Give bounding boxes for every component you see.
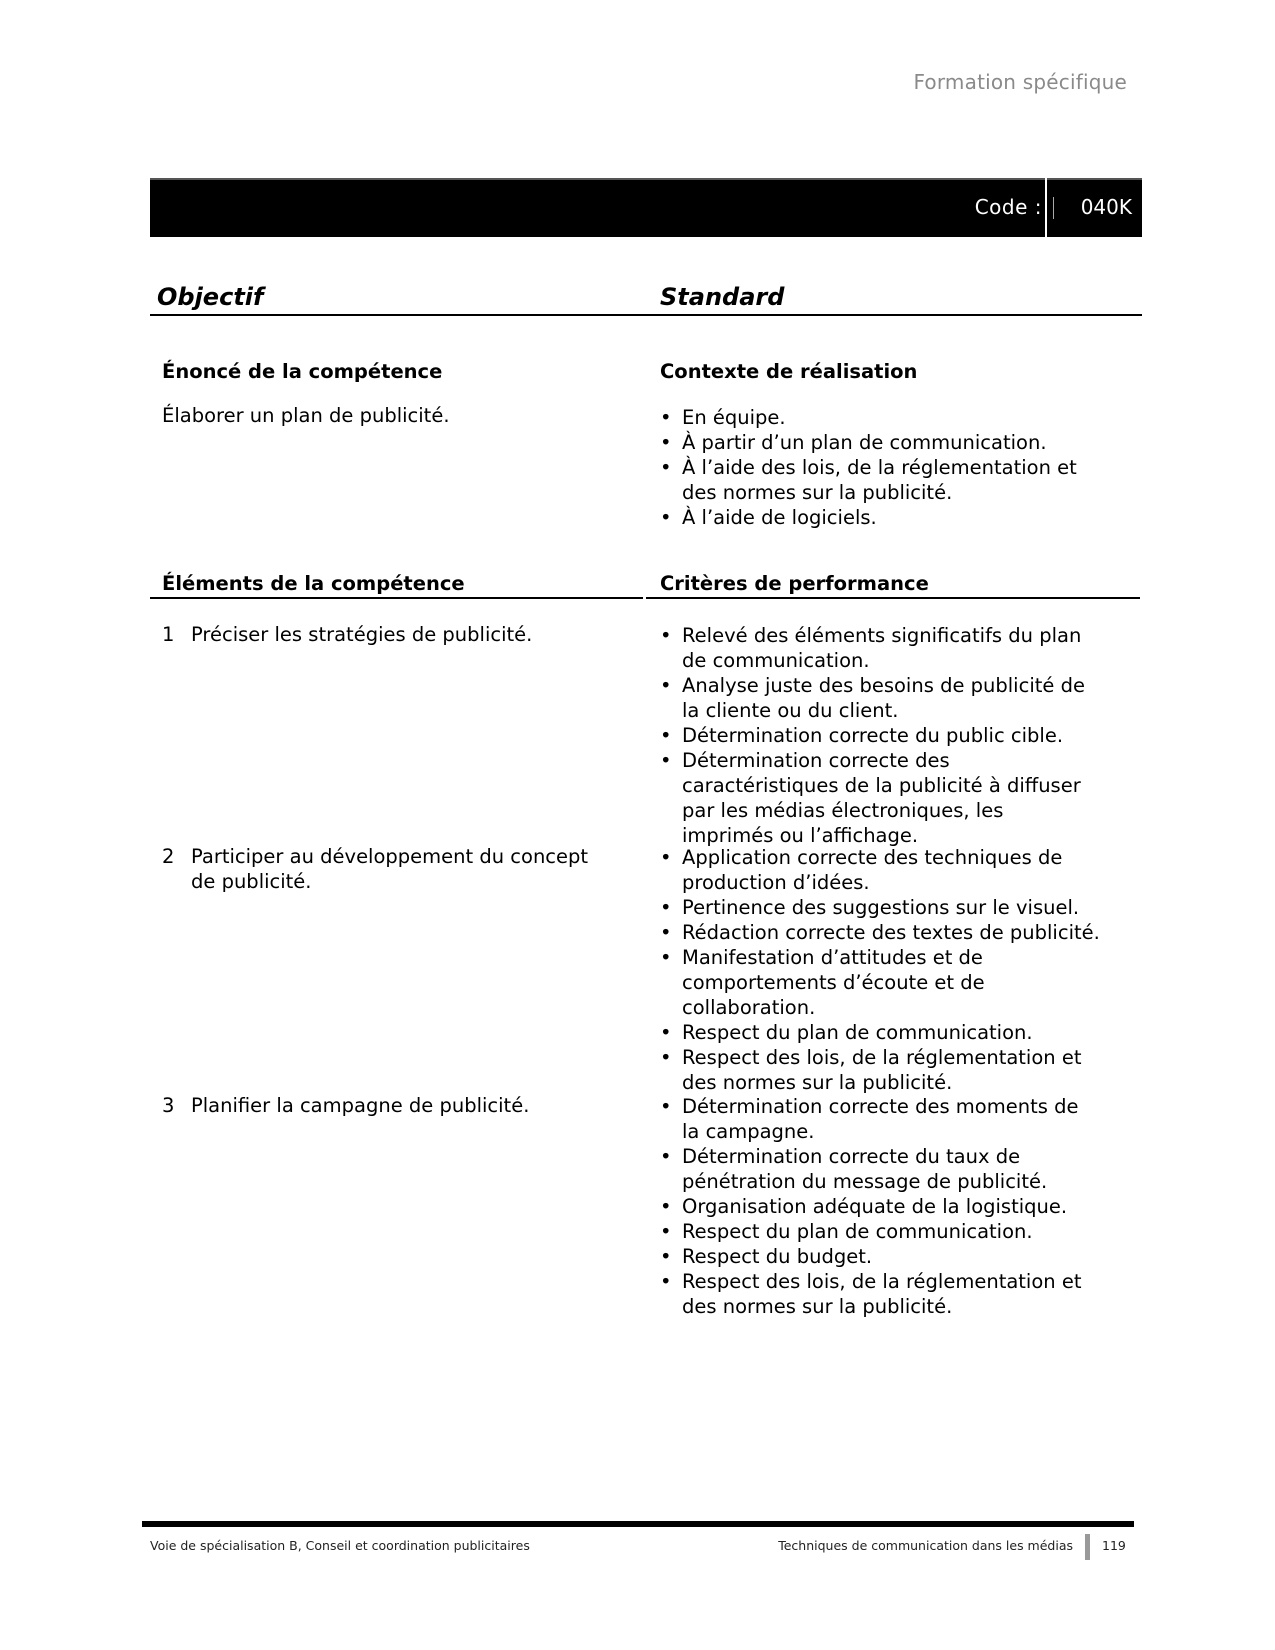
element-number: 1 [162, 623, 175, 646]
criterion: • Respect des lois, de la réglementation et des normes sur la publicité. [660, 1269, 1100, 1319]
footer-right-text: Techniques de communication dans les médias [778, 1538, 1073, 1553]
code-label: Code : [974, 195, 1042, 219]
context-item: • À partir d’un plan de communication. [660, 430, 1100, 455]
element-text: Planifier la campagne de publicité. [191, 1094, 530, 1117]
criteria-list-1 [660, 623, 1100, 848]
criterion: • Pertinence des suggestions sur le visuel. [660, 895, 1100, 920]
criteria-rule [646, 597, 1140, 599]
competence-statement: Élaborer un plan de publicité. [162, 404, 450, 427]
objectif-heading: Objectif [157, 283, 264, 311]
code-separator [1053, 197, 1054, 219]
heading-rule [150, 314, 1142, 316]
criterion: • Organisation adéquate de la logistique. [660, 1194, 1100, 1219]
criterion: • Application correcte des techniques de production d’idées. [660, 845, 1100, 895]
element-number: 2 [162, 845, 175, 868]
banner-divider [1045, 178, 1047, 237]
elements-heading: Éléments de la compétence [162, 572, 465, 595]
element-2 [162, 844, 612, 894]
elements-rule [150, 597, 643, 599]
criterion: • Manifestation d’attitudes et de comportements d’écoute et de collaboration. [660, 945, 1100, 1020]
criterion: • Relevé des éléments significatifs du plan de communication. [660, 623, 1100, 673]
context-item: • À l’aide de logiciels. [660, 505, 1100, 530]
criterion: • Détermination correcte du taux de pénétration du message de publicité. [660, 1144, 1100, 1194]
footer-separator-bar [1085, 1534, 1090, 1560]
page-number: 119 [1102, 1538, 1126, 1553]
context-list [660, 405, 1100, 530]
context-item: • En équipe. [660, 405, 1100, 430]
criterion: • Respect du budget. [660, 1244, 1100, 1269]
criterion: • Respect du plan de communication. [660, 1020, 1100, 1045]
footer-rule [142, 1521, 1134, 1527]
criterion: • Respect du plan de communication. [660, 1219, 1100, 1244]
criteria-list-3 [660, 1094, 1100, 1319]
element-number: 3 [162, 1094, 175, 1117]
code-value: 040K [1080, 195, 1132, 219]
element-text: Préciser les stratégies de publicité. [191, 623, 533, 646]
context-item: • À l’aide des lois, de la réglementation et des normes sur la publicité. [660, 455, 1100, 505]
criterion: • Respect des lois, de la réglementation et des normes sur la publicité. [660, 1045, 1100, 1095]
element-3 [162, 1093, 612, 1118]
element-1 [162, 622, 612, 647]
criteria-heading: Critères de performance [660, 572, 929, 595]
criterion: • Détermination correcte des moments de la campagne. [660, 1094, 1100, 1144]
criterion: • Détermination correcte des caractéristiques de la publicité à diffuser par les médias électroniques, les imprimés ou l’affichage. [660, 748, 1100, 848]
standard-heading: Standard [660, 283, 785, 311]
contexte-heading: Contexte de réalisation [660, 360, 918, 383]
running-head: Formation spécifique [913, 70, 1127, 94]
criterion: • Rédaction correcte des textes de publicité. [660, 920, 1100, 945]
footer-left-text: Voie de spécialisation B, Conseil et coordination publicitaires [150, 1538, 530, 1553]
element-text: Participer au développement du concept de publicité. [191, 845, 589, 893]
criterion: • Analyse juste des besoins de publicité de la cliente ou du client. [660, 673, 1100, 723]
criterion: • Détermination correcte du public cible. [660, 723, 1100, 748]
criteria-list-2 [660, 845, 1100, 1095]
enonce-heading: Énoncé de la compétence [162, 360, 443, 383]
banner-top-line [150, 178, 1142, 180]
